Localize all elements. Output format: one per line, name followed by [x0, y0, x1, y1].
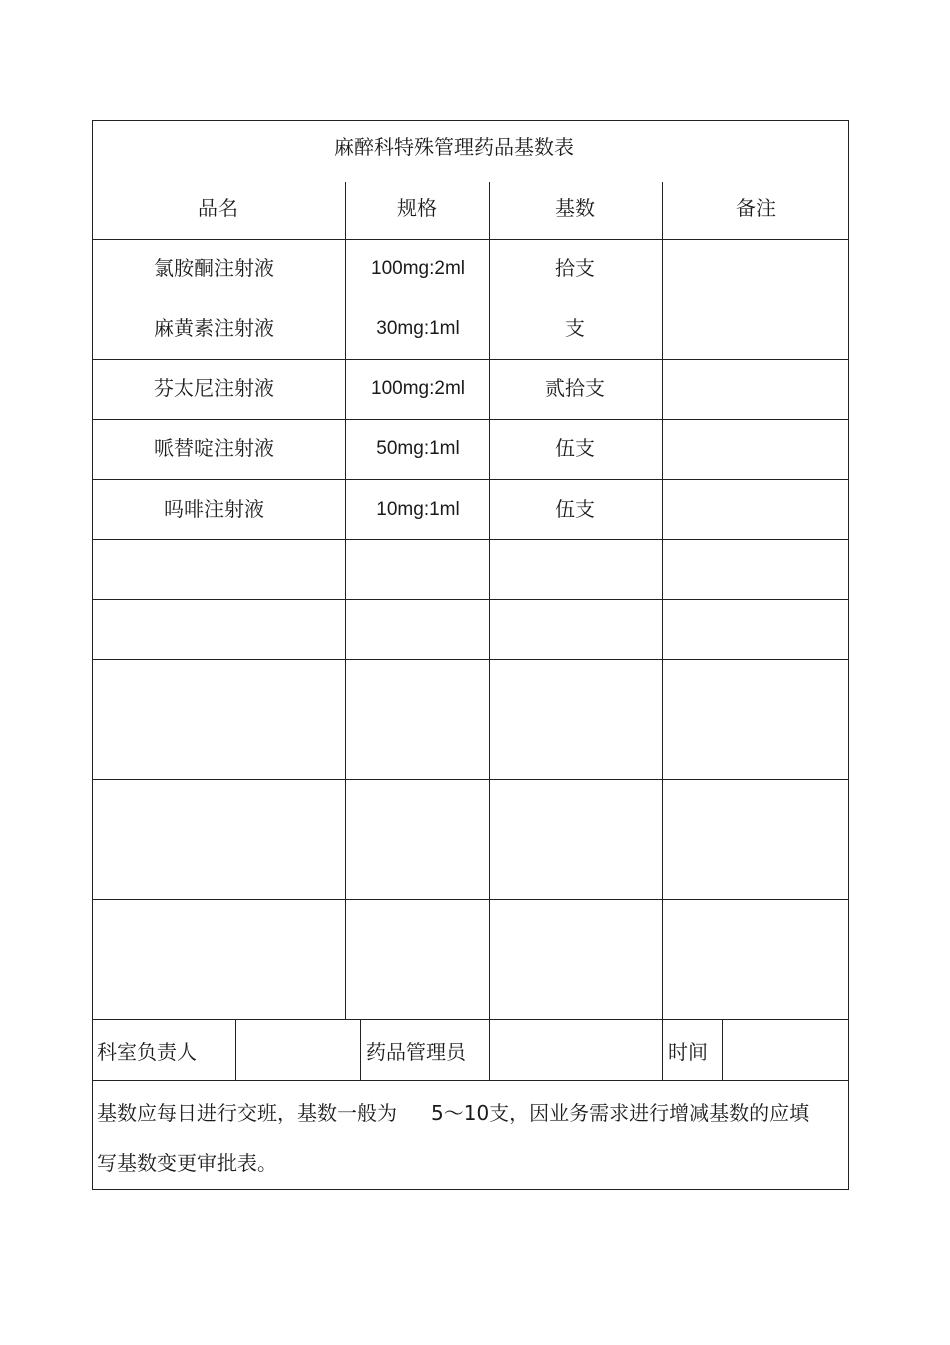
note-line2: 写基数变更审批表。: [97, 1151, 277, 1175]
cell-count: 支: [565, 316, 585, 340]
row-divider: [92, 359, 849, 360]
cell-name: 麻黄素注射液: [154, 316, 274, 340]
cell-spec: 100mg:2ml: [371, 258, 465, 279]
table-border-right: [848, 120, 849, 1190]
cell-count: 拾支: [555, 256, 595, 280]
col-divider: [235, 1019, 236, 1081]
row-divider: [92, 599, 849, 600]
cell-name: 吗啡注射液: [164, 497, 264, 521]
row-divider: [92, 899, 849, 900]
cell-name: 芬太尼注射液: [154, 376, 274, 400]
cell-name: 氯胺酮注射液: [154, 256, 274, 280]
cell-name: 哌替啶注射液: [154, 436, 274, 460]
header-name: 品名: [198, 196, 238, 220]
note-line1-b: 5～10支，因业务需求进行增减基数的应填: [431, 1101, 810, 1125]
row-divider: [92, 1080, 849, 1081]
row-divider: [92, 659, 849, 660]
col-divider: [345, 182, 346, 1020]
row-divider: [92, 479, 849, 480]
dept-head-label: 科室负责人: [97, 1040, 197, 1064]
header-remark: 备注: [736, 196, 776, 220]
row-divider: [92, 1019, 849, 1020]
col-divider: [662, 1019, 663, 1081]
header-count: 基数: [555, 196, 595, 220]
table-border-top: [92, 120, 849, 121]
row-divider: [92, 239, 849, 240]
row-divider: [92, 539, 849, 540]
cell-spec: 50mg:1ml: [376, 438, 460, 459]
cell-spec: 30mg:1ml: [376, 318, 460, 339]
col-divider: [662, 182, 663, 1020]
time-label: 时间: [668, 1040, 708, 1064]
col-divider: [360, 1019, 361, 1081]
col-divider: [489, 1019, 490, 1081]
cell-spec: 10mg:1ml: [376, 499, 460, 520]
keeper-label: 药品管理员: [366, 1040, 466, 1064]
cell-count: 伍支: [555, 497, 595, 521]
table-title: 麻醉科特殊管理药品基数表: [334, 135, 574, 159]
table-border-bottom: [92, 1189, 849, 1190]
col-divider: [722, 1019, 723, 1081]
cell-count: 贰拾支: [545, 376, 605, 400]
header-spec: 规格: [397, 196, 437, 220]
row-divider: [92, 419, 849, 420]
cell-spec: 100mg:2ml: [371, 378, 465, 399]
cell-count: 伍支: [555, 436, 595, 460]
note-line1-a: 基数应每日进行交班，基数一般为: [97, 1101, 397, 1125]
row-divider: [92, 779, 849, 780]
table-border-left: [92, 120, 93, 1190]
col-divider: [489, 182, 490, 1020]
